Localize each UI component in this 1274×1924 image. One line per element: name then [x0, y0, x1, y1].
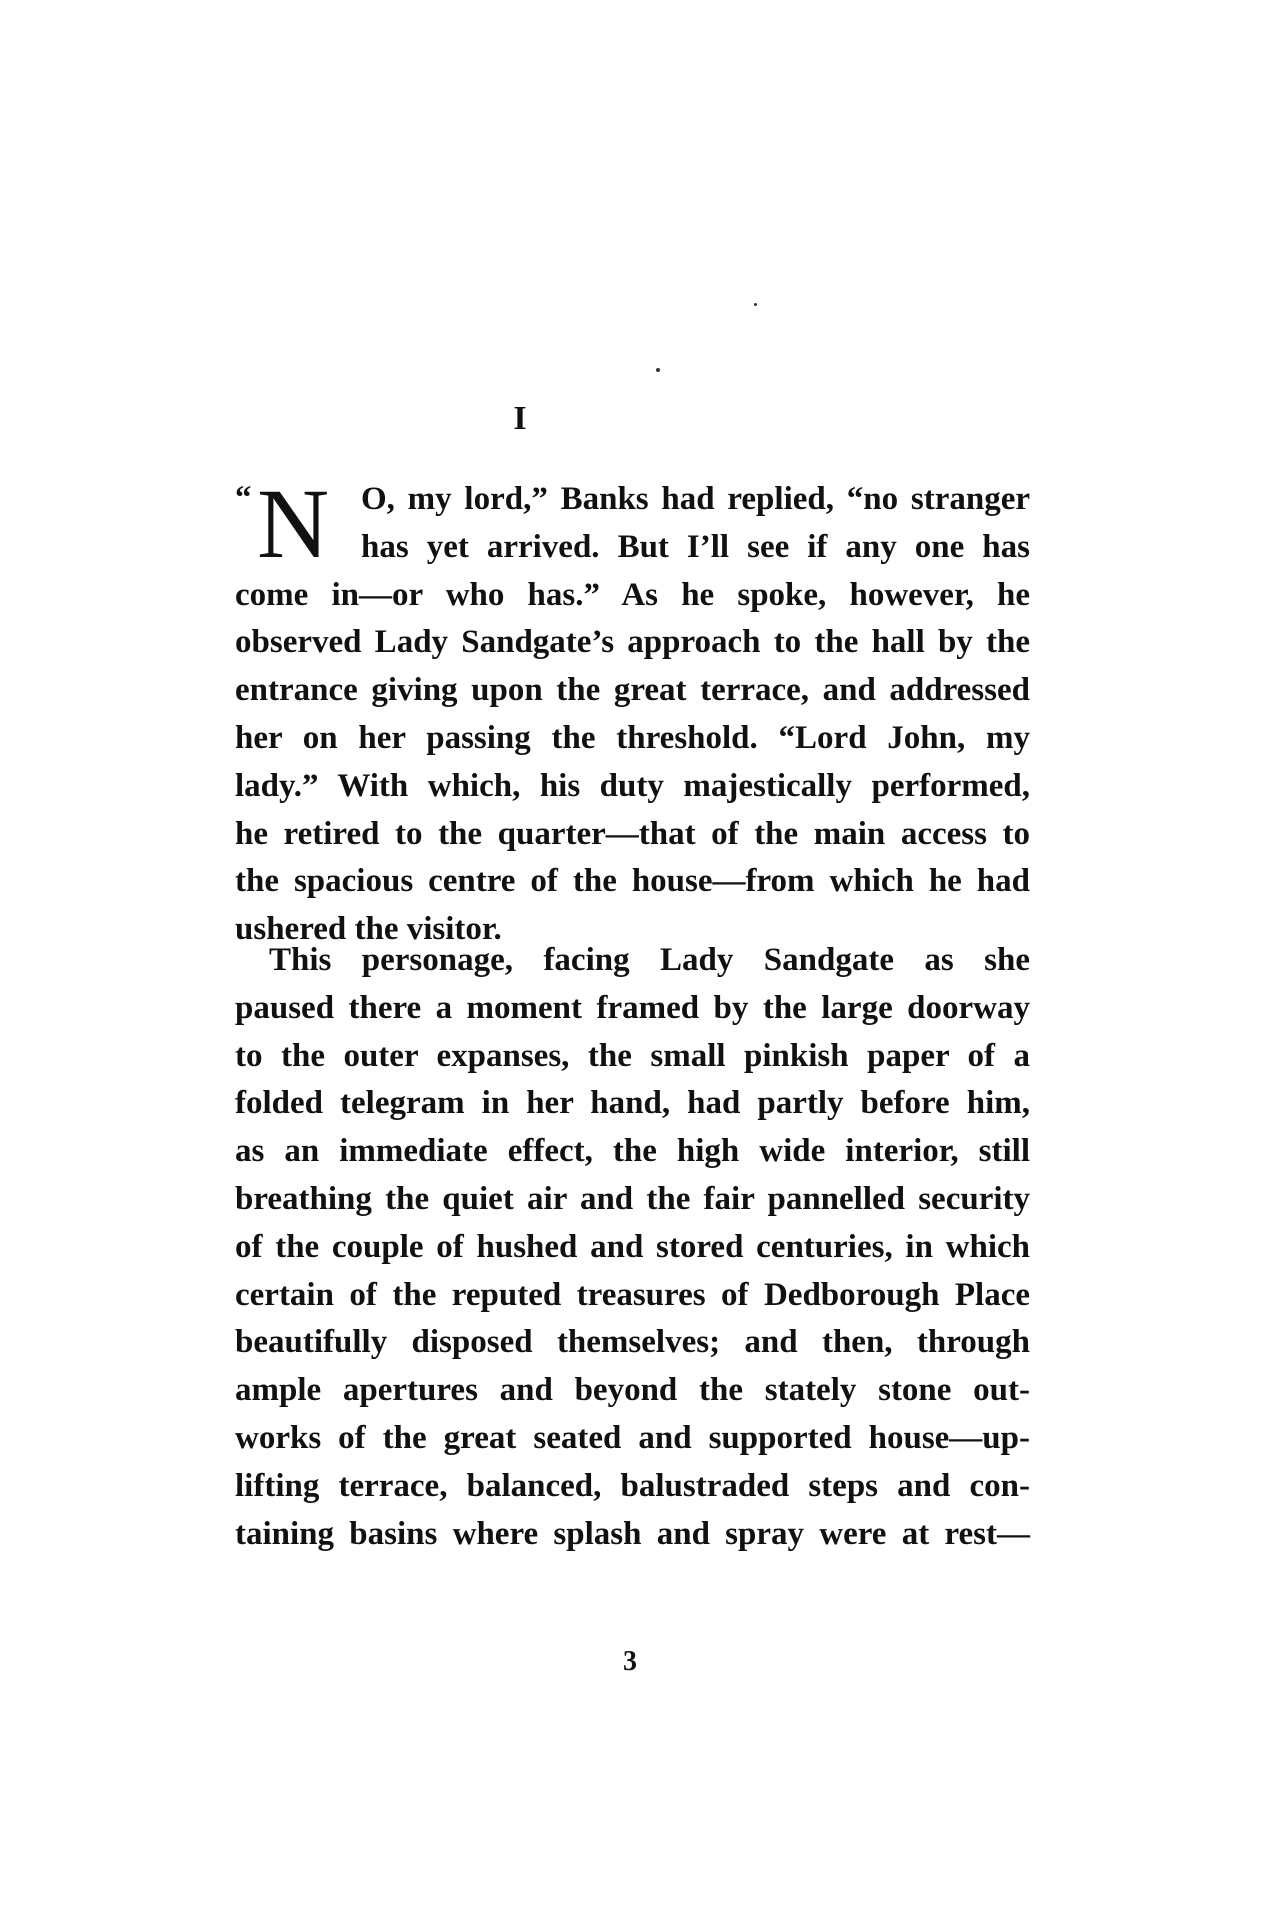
text-line: beautifully disposed themselves; and then, through	[235, 1324, 1030, 1361]
text-line: to the outer expanses, the small pinkish paper of a	[235, 1037, 1030, 1074]
ink-speck	[656, 368, 660, 372]
text-line: paused there a moment framed by the large doorway	[235, 989, 1030, 1026]
text-line: taining basins where splash and spray were at rest—	[235, 1515, 1030, 1552]
text-line: has yet arrived. But I’ll see if any one has	[361, 528, 1030, 565]
text-line: he retired to the quarter—that of the main access to	[235, 815, 1030, 852]
text-line: lady.” With which, his duty majestically performed,	[235, 767, 1030, 804]
text-line: ample apertures and beyond the stately stone out-	[235, 1372, 1030, 1409]
chapter-number: I	[513, 400, 527, 437]
page-number: 3	[623, 1646, 637, 1677]
text-line: This personage, facing Lady Sandgate as she	[269, 942, 1030, 978]
text-line: as an immediate effect, the high wide interior, still	[235, 1133, 1030, 1170]
text-line: folded telegram in her hand, had partly before him,	[235, 1085, 1030, 1122]
paragraph-2	[235, 937, 1030, 1558]
text-line: O, my lord,” Banks had replied, “no stranger	[361, 481, 1030, 517]
drop-cap-letter: N	[257, 468, 330, 579]
text-line: works of the great seated and supported house—up-	[235, 1419, 1030, 1456]
text-line: lifting terrace, balanced, balustraded steps and con-	[235, 1467, 1030, 1504]
text-line: of the couple of hushed and stored centuries, in which	[235, 1228, 1030, 1265]
text-line: entrance giving upon the great terrace, and addressed	[235, 672, 1030, 709]
text-line: the spacious centre of the house—from which he had	[235, 863, 1030, 900]
opening-quote-mark: “	[235, 480, 252, 516]
text-line: come in—or who has.” As he spoke, however, he	[235, 576, 1030, 613]
paragraph-1	[235, 468, 1030, 954]
ink-speck	[754, 303, 757, 306]
text-line: certain of the reputed treasures of Dedborough Place	[235, 1276, 1030, 1313]
text-line: breathing the quiet air and the fair pannelled security	[235, 1180, 1030, 1217]
text-line: observed Lady Sandgate’s approach to the hall by the	[235, 624, 1030, 661]
text-line: her on her passing the threshold. “Lord John, my	[235, 719, 1030, 756]
text-line: ushered the visitor.	[235, 911, 502, 948]
